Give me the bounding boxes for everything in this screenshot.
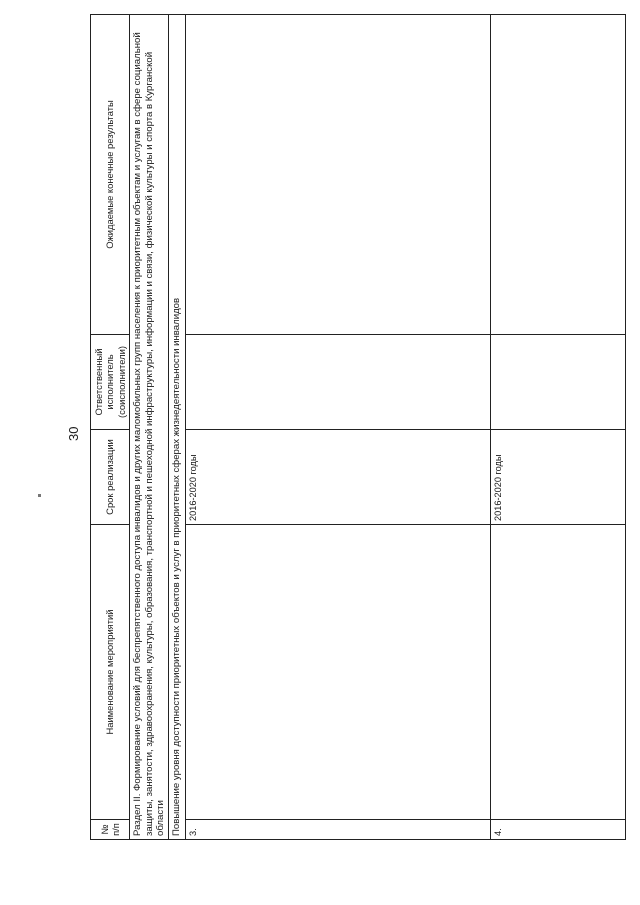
table-row — [186, 15, 491, 840]
subsection-row — [169, 15, 186, 840]
measures-table — [90, 14, 626, 840]
row-number: 4. — [491, 820, 626, 840]
responsible-executor — [186, 335, 491, 430]
measure-name — [491, 525, 626, 820]
table-header-row — [91, 15, 130, 840]
page-number: 30 — [66, 426, 81, 441]
expected-results — [186, 15, 491, 335]
subsection-title: Повышение уровня доступности приоритетных объектов и услуг в приоритетных сферах жизнедеятельности инвалидов — [169, 15, 186, 840]
header-term: Срок реализации — [91, 430, 130, 525]
expected-results — [491, 15, 626, 335]
row-number: 3. — [186, 820, 491, 840]
table-row — [491, 15, 626, 840]
implementation-term: 2016-2020 годы — [186, 430, 491, 525]
measure-name — [186, 525, 491, 820]
rotated-content — [90, 0, 640, 855]
scan-mark — [38, 494, 41, 497]
header-results: Ожидаемые конечные результаты — [91, 15, 130, 335]
section-title: Раздел II. Формирование условий для беспрепятственного доступа инвалидов и других маломобильных групп населения к приоритетным объектам и услугам в сфере социальной защиты, занятости, здравоохранения, культуры, образования, транспортной и пешеходной инфраструктуры, информации и связи, физической культуры и спорта в Курганской области — [130, 15, 169, 840]
header-responsible: Ответственный исполнитель (соисполнители) — [91, 335, 130, 430]
responsible-executor — [491, 335, 626, 430]
header-num: № п/п — [91, 820, 130, 840]
implementation-term: 2016-2020 годы — [491, 430, 626, 525]
header-name: Наименование мероприятий — [91, 525, 130, 820]
rotated-sheet — [90, 0, 640, 905]
section-row — [130, 15, 169, 840]
